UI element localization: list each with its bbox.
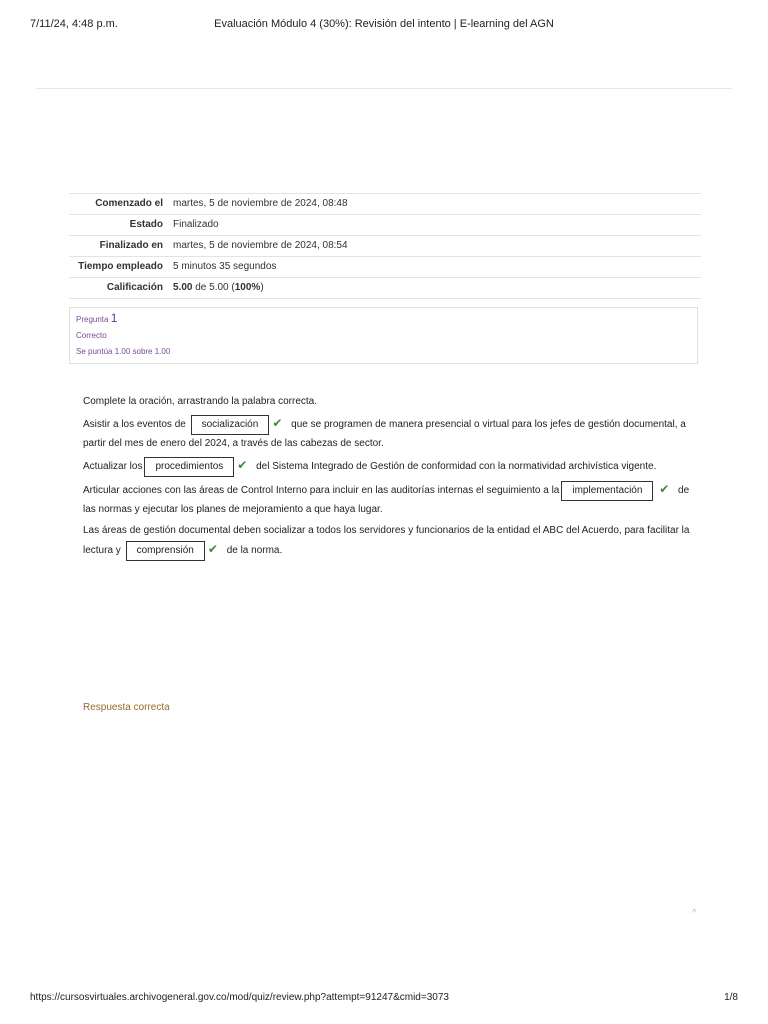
summary-value: martes, 5 de noviembre de 2024, 08:54 [169, 236, 701, 257]
print-datetime: 7/11/24, 4:48 p.m. [30, 18, 118, 30]
summary-value: Finalizado [169, 215, 701, 236]
question-number [76, 313, 691, 325]
check-icon: ✔ [237, 458, 248, 472]
check-icon: ✔ [207, 542, 218, 556]
summary-row [69, 236, 701, 257]
grade-percent: 100% [234, 282, 261, 293]
sentence-4 [83, 522, 693, 561]
attempt-summary-table [69, 193, 701, 299]
sentence-text: Articular acciones con las áreas de Control Interno para incluir en las auditorías internas el seguimiento a la [83, 485, 560, 496]
question-state: Correcto [76, 331, 107, 340]
scroll-up-icon[interactable]: ^ [692, 908, 697, 919]
drop-answer-implementacion[interactable]: implementación [561, 481, 653, 501]
top-divider [36, 88, 732, 89]
summary-label: Tiempo empleado [69, 257, 169, 278]
grade-max: de 5.00 ( [192, 282, 235, 293]
sentence-text: del Sistema Integrado de Gestión de conformidad con la normatividad archivística vigente. [256, 461, 657, 472]
summary-row [69, 257, 701, 278]
print-footer [30, 992, 738, 1006]
grade-close: ) [260, 282, 264, 293]
summary-row [69, 215, 701, 236]
sentence-text: Asistir a los eventos de [83, 419, 186, 430]
summary-row [69, 194, 701, 215]
check-icon: ✔ [272, 416, 283, 430]
sentence-1 [83, 414, 693, 453]
print-url: https://cursosvirtuales.archivogeneral.gov.co/mod/quiz/review.php?attempt=91247&cmid=3073 [30, 992, 449, 1003]
drop-answer-comprension[interactable]: comprensión [126, 541, 205, 561]
drop-answer-socializacion[interactable]: socialización [191, 415, 270, 435]
sentence-2 [83, 456, 693, 477]
sentence-text: que se programen de manera presencial o virtual para los jefes de gestión documental, a partir del mes de enero del 2024, a través de las cabezas de sector. [83, 419, 686, 449]
feedback-text: Respuesta correcta [83, 702, 170, 713]
question-text [83, 393, 693, 564]
summary-label: Finalizado en [69, 236, 169, 257]
summary-value: 5 minutos 35 segundos [169, 257, 701, 278]
question-label: Pregunta [76, 315, 109, 324]
summary-label: Comenzado el [69, 194, 169, 215]
summary-label: Calificación [69, 278, 169, 299]
summary-value: martes, 5 de noviembre de 2024, 08:48 [169, 194, 701, 215]
sentence-text: Las áreas de gestión documental deben socializar a todos los servidores y funcionarios de la entidad el ABC del Acuerdo, para facilitar la lectura y [83, 525, 690, 556]
drop-answer-procedimientos[interactable]: procedimientos [144, 457, 234, 477]
check-icon: ✔ [659, 482, 670, 496]
sentence-text: Actualizar los [83, 461, 143, 472]
question-number-value: 1 [110, 311, 118, 325]
summary-value [169, 278, 701, 299]
summary-row [69, 278, 701, 299]
print-header [30, 18, 738, 34]
sentence-text: de la norma. [226, 545, 283, 556]
summary-label: Estado [69, 215, 169, 236]
question-info-box [69, 307, 698, 364]
grade-score: 5.00 [173, 282, 193, 293]
sentence-text: de las normas y ejecutar los planes de mejoramiento a que haya lugar. [83, 485, 690, 515]
print-page-title: Evaluación Módulo 4 (30%): Revisión del intento | E-learning del AGN [214, 18, 554, 30]
question-grade: Se puntúa 1.00 sobre 1.00 [76, 347, 171, 356]
print-page-number: 1/8 [724, 992, 738, 1003]
question-prompt: Complete la oración, arrastrando la palabra correcta. [83, 396, 318, 407]
sentence-3 [83, 480, 693, 519]
